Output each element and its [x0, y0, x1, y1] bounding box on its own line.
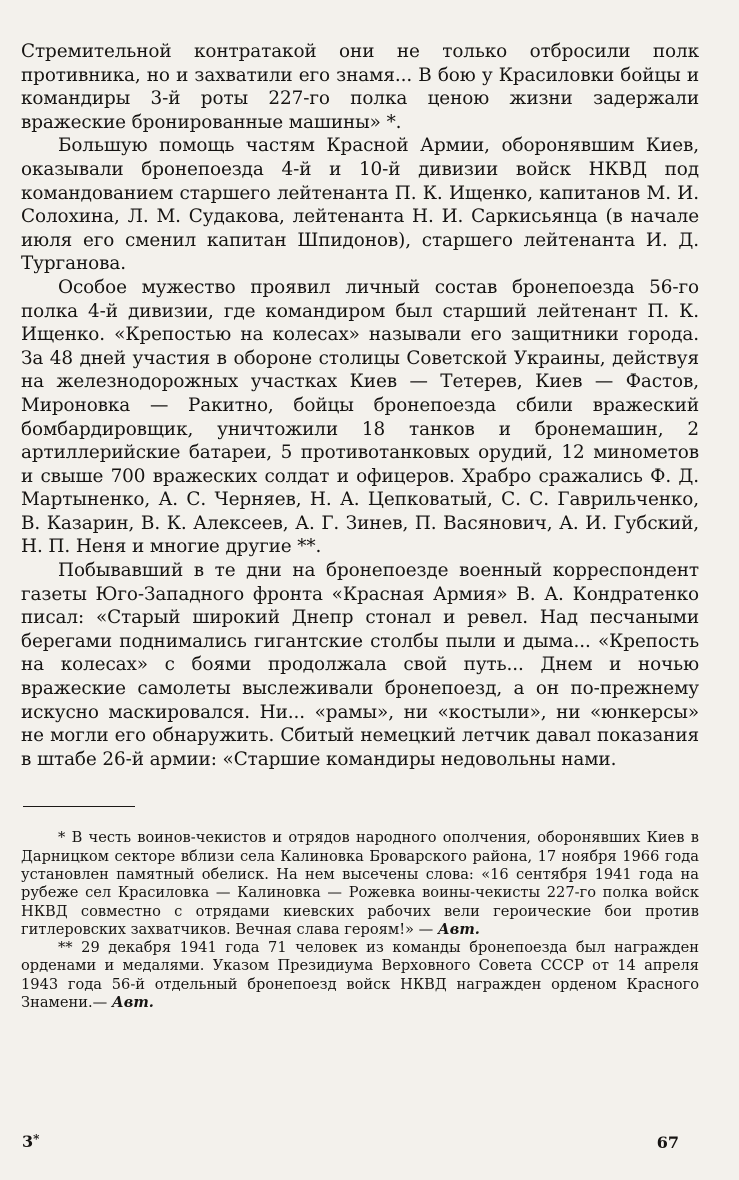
footnote-text: * В честь воинов-чекистов и отрядов народного ополчения, оборонявших Киев в Дарницком секторе вблизи села Калиновка Броварского района, 17 ноября 1966 года установлен памятный обелиск. На нем высечены слова: «16 сентября 1941 года на рубеже сел Красиловка — Калиновка — Рожевка воины-чекисты 227-го полка войск НКВД совместно с отрядами киевских рабочих вели героические бои против гитлеровских захватчиков. Вечная слава героям!» —: [21, 829, 699, 938]
footnotes: [21, 829, 699, 1012]
paragraph: Особое мужество проявил личный состав бронепоезда 56-го полка 4-й дивизии, где командиром был старший лейтенант П. К. Ищенко. «Крепостью на колесах» называли его защитники города. За 48 дней участия в обороне столицы Советской Украины, действуя на железнодорожных участках Киев — Тетерев, Киев — Фастов, Мироновка — Ракитно, бойцы бронепоезда сбили вражеский бомбардировщик, уничтожили 18 танков и бронемашин, 2 артиллерийские батареи, 5 противотанковых орудий, 12 минометов и свыше 700 вражеских солдат и офицеров. Храбро сражались Ф. Д. Мартыненко, А. С. Черняев, Н. А. Цепковатый, С. С. Гаврильченко, В. Казарин, В. К. Алексеев, А. Г. Зинев, П. Васянович, А. И. Губский, Н. П. Неня и многие другие **.: [21, 276, 699, 558]
paragraph: Стремительной контратакой они не только отбросили полк противника, но и захватили его знамя... В бою у Красиловки бойцы и командиры 3-й роты 227-го полка ценою жизни задержали вражеские бронированные машины» *.: [21, 41, 699, 133]
author-note-mark: Авт.: [437, 920, 480, 938]
signature-asterisk: *: [33, 1132, 40, 1146]
footnote-text: ** 29 декабря 1941 года 71 человек из команды бронепоезда был награжден орденами и медалями. Указом Президиума Верховного Совета СССР от 14 апреля 1943 года 56-й отдельный бронепоезд войск НКВД награжден орденом Красного Знамени.—: [21, 939, 699, 1012]
main-text: [21, 40, 699, 771]
page-number: 67: [656, 1133, 679, 1152]
footnote: [21, 829, 699, 939]
footnote-divider: [23, 806, 135, 807]
paragraph: Побывавший в те дни на бронепоезде военный корреспондент газеты Юго-Западного фронта «Красная Армия» В. А. Кондратенко писал: «Старый широкий Днепр стонал и ревел. Над песчаными берегами поднимались гигантские столбы пыли и дыма... «Крепость на колесах» с боями продолжала свой путь... Днем и ночью вражеские самолеты выслеживали бронепоезд, а он по-прежнему искусно маскировался. Ни... «рамы», ни «костыли», ни «юнкерсы» не могли его обнаружить. Сбитый немецкий летчик давал показания в штабе 26-й армии: «Старшие командиры недовольны нами.: [21, 560, 699, 770]
paragraph: Большую помощь частям Красной Армии, оборонявшим Киев, оказывали бронепоезда 4-й и 10-й дивизии войск НКВД под командованием старшего лейтенанта П. К. Ищенко, капитанов М. И. Солохина, Л. М. Судакова, лейтенанта Н. И. Саркисьянца (в начале июля его сменил капитан Шпидонов), старшего лейтенанта И. Д. Турганова.: [21, 135, 699, 275]
author-note-mark: Авт.: [111, 994, 154, 1012]
printer-signature: [22, 1132, 39, 1151]
signature-number: 3: [22, 1132, 34, 1151]
footnote: [21, 939, 699, 1012]
